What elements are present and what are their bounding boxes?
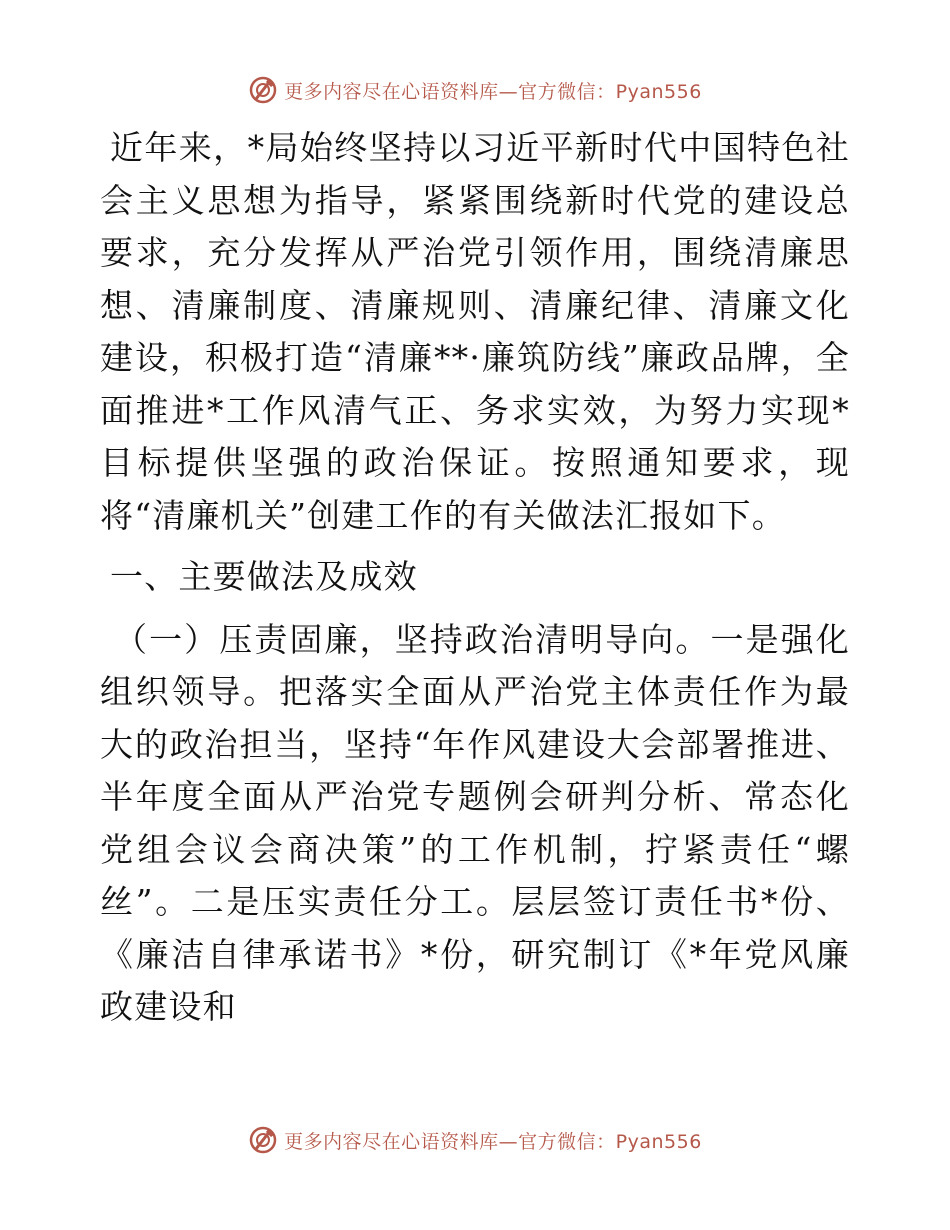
intro-paragraph: 近年来，*局始终坚持以习近平新时代中国特色社会主义思想为指导，紧紧围绕新时代党的建设总要求，充分发挥从严治党引领作用，围绕清廉思想、清廉制度、清廉规则、清廉纪律、清廉文化建设，积极打造“清廉**·廉筑防线”廉政品牌，全面推进*工作风清气正、务求实效，为努力实现*目标提供坚强的政治保证。按照通知要求，现将“清廉机关”创建工作的有关做法汇报如下。 (100, 128, 850, 535)
subsection-paragraph: （一）压责固廉，坚持政治清明导向。一是强化组织领导。把落实全面从严治党主体责任作为最大的政治担当，坚持“年作风建设大会部署推进、半年度全面从严治党专题例会研判分析、常态化党组会议会商决策”的工作机制，拧紧责任“螺丝”。二是压实责任分工。层层签订责任书*份、《廉洁自律承诺书》*份，研究制订《*年党风廉政建设和 (100, 619, 850, 1026)
section-heading: 一、主要做法及成效 (110, 557, 418, 596)
document-body (100, 122, 850, 1034)
stamp-logo-icon (248, 75, 278, 105)
watermark-text: 更多内容尽在心语资料库—官方微信：Pyan556 (284, 1130, 702, 1153)
footer-watermark (0, 1120, 950, 1160)
watermark-text: 更多内容尽在心语资料库—官方微信：Pyan556 (284, 80, 702, 103)
stamp-logo-icon (248, 1125, 278, 1155)
header-watermark (0, 70, 950, 110)
